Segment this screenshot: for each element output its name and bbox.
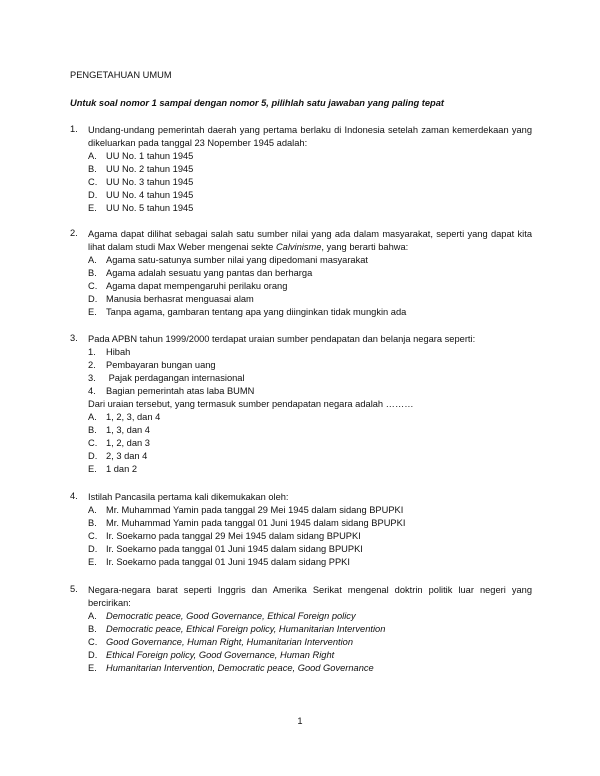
option-b — [88, 267, 532, 280]
option-letter: E. — [88, 557, 97, 567]
question-text: Pada APBN tahun 1999/2000 terdapat uraian sumber pendapatan dan belanja negara seperti: — [88, 334, 476, 344]
option-letter: B. — [88, 164, 97, 174]
option-letter: B. — [88, 268, 97, 278]
option-letter: A. — [88, 412, 97, 422]
option-b — [88, 424, 532, 437]
option-letter: D. — [88, 650, 98, 660]
question-text-part: Agama dapat dilihat sebagai salah satu sumber nilai yang ada dalam masyarakat, seperti yang dapat kita lihat dalam studi Max Weber mengenai sekte — [88, 229, 532, 252]
option-letter: E. — [88, 663, 97, 673]
option-e — [88, 662, 532, 675]
option-c — [88, 280, 532, 293]
page-number: 1 — [297, 716, 303, 726]
option-text: Ethical Foreign policy, Good Governance, Human Right — [106, 650, 335, 660]
option-a — [88, 504, 532, 517]
option-e — [88, 463, 532, 476]
option-c — [88, 530, 532, 543]
list-item-2 — [88, 359, 532, 372]
option-text: Agama adalah sesuatu yang pantas dan berharga — [106, 268, 313, 278]
question-followup: Dari uraian tersebut, yang termasuk sumber pendapatan negara adalah ……… — [88, 399, 414, 409]
option-letter: C. — [88, 637, 98, 647]
option-text: Mr. Muhammad Yamin pada tanggal 29 Mei 1945 dalam sidang BPUPKI — [106, 505, 404, 515]
option-text: Democratic peace, Ethical Foreign policy, Humanitarian Intervention — [106, 624, 386, 634]
option-letter: D. — [88, 294, 98, 304]
option-text: Agama satu-satunya sumber nilai yang dipedomani masyarakat — [106, 255, 369, 265]
option-text: UU No. 5 tahun 1945 — [106, 203, 194, 213]
option-a — [88, 254, 532, 267]
question-text — [88, 228, 532, 254]
option-e — [88, 306, 532, 319]
option-text: Mr. Muhammad Yamin pada tanggal 01 Juni 1945 dalam sidang BPUPKI — [106, 518, 406, 528]
option-text: Agama dapat mempengaruhi perilaku orang — [106, 281, 288, 291]
question-number: 3. — [70, 333, 78, 343]
option-text: Democratic peace, Good Governance, Ethical Foreign policy — [106, 611, 356, 621]
option-text: UU No. 3 tahun 1945 — [106, 177, 194, 187]
question-number: 1. — [70, 124, 78, 134]
option-letter: D. — [88, 190, 98, 200]
question-text: Undang-undang pemerintah daerah yang pertama berlaku di Indonesia setelah zaman kemerdekaan yang dikeluarkan pada tanggal 23 Nopember 1945 adalah: — [88, 125, 532, 148]
option-c — [88, 437, 532, 450]
list-number: 2. — [88, 360, 96, 370]
option-text: Ir. Soekarno pada tanggal 01 Juni 1945 dalam sidang BPUPKI — [106, 544, 363, 554]
option-text: Good Governance, Human Right, Humanitarian Intervention — [106, 637, 354, 647]
option-d — [88, 649, 532, 662]
option-letter: E. — [88, 307, 97, 317]
instruction-text: Untuk soal nomor 1 sampai dengan nomor 5, pilihlah satu jawaban yang paling tepat — [70, 98, 445, 108]
option-e — [88, 202, 532, 215]
option-d — [88, 293, 532, 306]
list-item-3 — [88, 372, 532, 385]
question-number: 4. — [70, 491, 78, 501]
list-text: Pembayaran bungan uang — [106, 360, 216, 370]
question-number: 2. — [70, 228, 78, 238]
option-letter: C. — [88, 438, 98, 448]
question-number: 5. — [70, 584, 78, 594]
list-number: 3. — [88, 373, 96, 383]
question-2 — [70, 228, 532, 319]
option-letter: E. — [88, 203, 97, 213]
option-text: 1 dan 2 — [106, 464, 138, 474]
option-text: 1, 2, dan 3 — [106, 438, 150, 448]
list-item-1 — [88, 346, 532, 359]
option-c — [88, 176, 532, 189]
option-text: UU No. 1 tahun 1945 — [106, 151, 194, 161]
list-number: 4. — [88, 386, 96, 396]
option-text: Humanitarian Intervention, Democratic peace, Good Governance — [106, 663, 374, 673]
option-letter: B. — [88, 624, 97, 634]
option-letter: E. — [88, 464, 97, 474]
option-letter: A. — [88, 151, 97, 161]
option-letter: C. — [88, 177, 98, 187]
option-text: Ir. Soekarno pada tanggal 01 Juni 1945 dalam sidang PPKI — [106, 557, 350, 567]
question-text-part: , yang berarti bahwa: — [321, 242, 409, 252]
option-d — [88, 450, 532, 463]
option-letter: D. — [88, 451, 98, 461]
option-letter: B. — [88, 518, 97, 528]
option-letter: D. — [88, 544, 98, 554]
question-3 — [70, 333, 532, 476]
section-heading: PENGETAHUAN UMUM — [70, 70, 172, 80]
question-5 — [70, 584, 532, 675]
option-text: Ir. Soekarno pada tanggal 29 Mei 1945 dalam sidang BPUPKI — [106, 531, 361, 541]
option-a — [88, 150, 532, 163]
option-e — [88, 556, 532, 569]
option-a — [88, 610, 532, 623]
option-b — [88, 163, 532, 176]
option-b — [88, 517, 532, 530]
list-text: Pajak perdagangan internasional — [106, 373, 245, 383]
option-text: Tanpa agama, gambaran tentang apa yang diinginkan tidak mungkin ada — [106, 307, 407, 317]
option-d — [88, 543, 532, 556]
option-text: 1, 3, dan 4 — [106, 425, 150, 435]
option-letter: C. — [88, 281, 98, 291]
question-text: Istilah Pancasila pertama kali dikemukakan oleh: — [88, 492, 289, 502]
list-item-4 — [88, 385, 532, 398]
list-text: Hibah — [106, 347, 131, 357]
question-1 — [70, 124, 532, 215]
option-letter: A. — [88, 505, 97, 515]
option-text: UU No. 2 tahun 1945 — [106, 164, 194, 174]
option-c — [88, 636, 532, 649]
option-text: UU No. 4 tahun 1945 — [106, 190, 194, 200]
option-text: 2, 3 dan 4 — [106, 451, 148, 461]
option-text: 1, 2, 3, dan 4 — [106, 412, 161, 422]
list-text: Bagian pemerintah atas laba BUMN — [106, 386, 255, 396]
option-d — [88, 189, 532, 202]
option-a — [88, 411, 532, 424]
option-letter: C. — [88, 531, 98, 541]
option-b — [88, 623, 532, 636]
option-letter: B. — [88, 425, 97, 435]
option-text: Manusia berhasrat menguasai alam — [106, 294, 254, 304]
question-text: Negara-negara barat seperti Inggris dan Amerika Serikat mengenal doktrin politik luar negeri yang bercirikan: — [88, 585, 532, 608]
question-text-italic: Calvinisme — [275, 242, 322, 252]
list-number: 1. — [88, 347, 96, 357]
option-letter: A. — [88, 255, 97, 265]
question-4 — [70, 491, 532, 569]
option-letter: A. — [88, 611, 97, 621]
